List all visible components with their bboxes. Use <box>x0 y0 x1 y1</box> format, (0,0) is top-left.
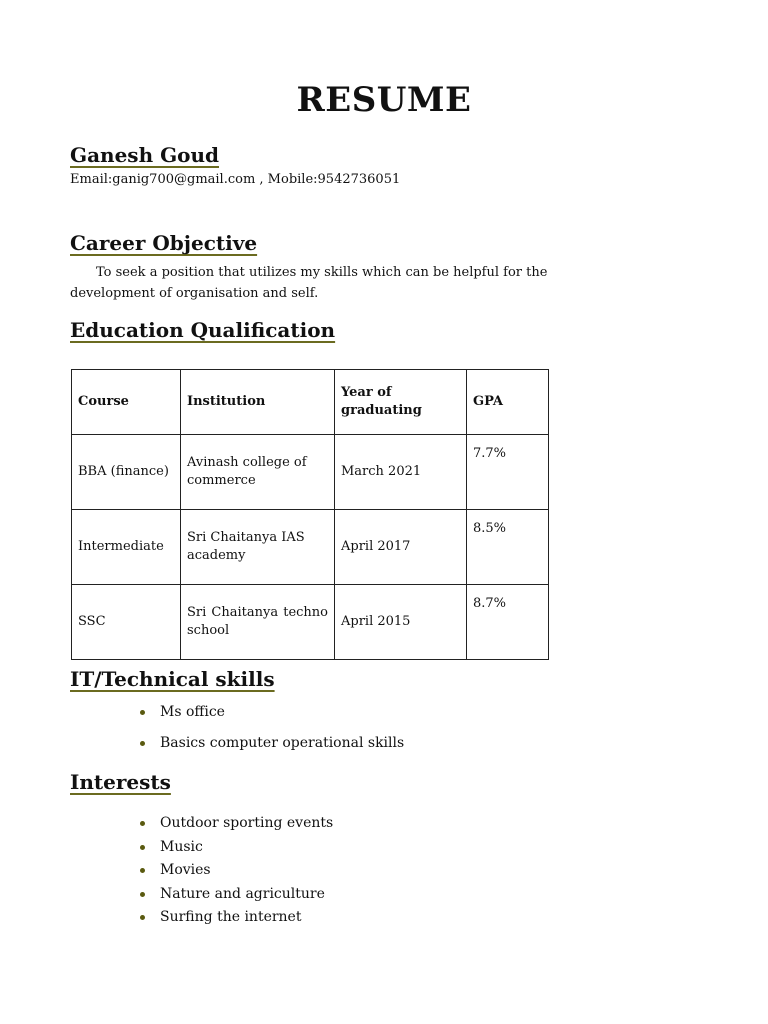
education-table <box>71 369 549 660</box>
list-item: Ms office <box>140 697 404 728</box>
table-row <box>72 510 549 585</box>
table-header-cell: GPA <box>467 370 549 435</box>
list-item: Music <box>140 836 333 860</box>
table-header-cell: Year of graduating <box>335 370 467 435</box>
contact-line: Email:ganig700@gmail.com , Mobile:9542736051 <box>70 172 401 187</box>
table-cell: 8.5% <box>467 510 549 585</box>
table-row <box>72 585 549 660</box>
table-cell: SSC <box>72 585 181 660</box>
list-item: Surfing the internet <box>140 906 333 930</box>
section-heading-education: Education Qualification <box>70 318 336 342</box>
table-cell: Sri Chaitanya IAS academy <box>181 510 335 585</box>
objective-text: To seek a position that utilizes my skills which can be helpful for the development of organisation and self. <box>70 265 548 301</box>
table-cell: April 2017 <box>335 510 467 585</box>
table-header-row <box>72 370 549 435</box>
list-item: Basics computer operational skills <box>140 728 404 759</box>
section-heading-career-objective: Career Objective <box>70 231 258 255</box>
table-row <box>72 435 549 510</box>
table-cell: Sri Chaitanya techno school <box>181 585 335 660</box>
table-cell: Intermediate <box>72 510 181 585</box>
document-title: RESUME <box>296 80 472 120</box>
table-cell: BBA (finance) <box>72 435 181 510</box>
table-cell: April 2015 <box>335 585 467 660</box>
table-cell: 8.7% <box>467 585 549 660</box>
section-heading-interests: Interests <box>70 770 171 794</box>
table-cell: 7.7% <box>467 435 549 510</box>
table-header-cell: Course <box>72 370 181 435</box>
table-header-cell: Institution <box>181 370 335 435</box>
list-item: Movies <box>140 859 333 883</box>
table-cell: March 2021 <box>335 435 467 510</box>
table-cell: Avinash college of commerce <box>181 435 335 510</box>
candidate-name: Ganesh Goud <box>70 143 220 167</box>
list-item: Outdoor sporting events <box>140 812 333 836</box>
list-item: Nature and agriculture <box>140 883 333 907</box>
interests-list <box>140 812 333 930</box>
skills-list <box>140 697 404 759</box>
section-heading-skills: IT/Technical skills <box>70 667 275 691</box>
